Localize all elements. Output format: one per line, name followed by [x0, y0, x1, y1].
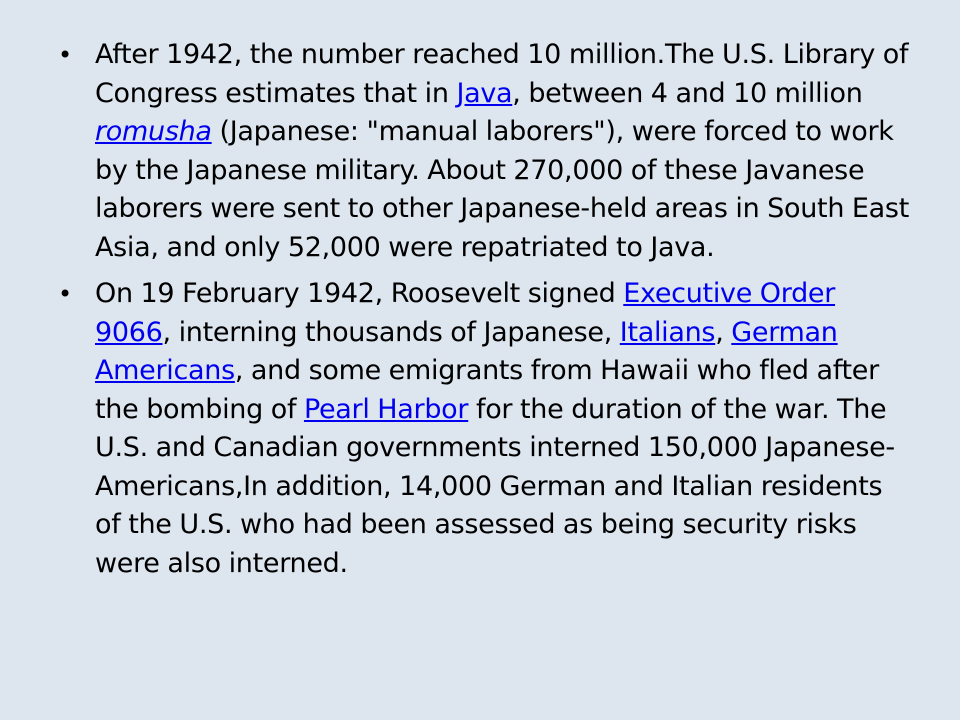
text-segment: , and some emigrants from Hawaii who fled after the bombing of — [95, 355, 879, 425]
bullet-item — [58, 275, 910, 583]
link-java[interactable]: Java — [456, 77, 513, 109]
bullet-text — [95, 278, 895, 579]
text-segment: After 1942, the number reached 10 million.The U.S. Library of Congress estimates that in — [95, 39, 909, 109]
text-segment: , between 4 and 10 million — [512, 77, 863, 109]
link-pearl-harbor[interactable]: Pearl Harbor — [303, 393, 469, 425]
bullet-item — [58, 36, 910, 267]
link-german-americans[interactable]: German Americans — [95, 316, 838, 386]
bullet-icon: • — [58, 280, 72, 308]
text-segment: , interning thousands of Japanese, — [162, 316, 620, 348]
link-italians[interactable]: Italians — [619, 316, 716, 348]
text-segment: On 19 February 1942, Roosevelt signed — [95, 278, 624, 309]
bullet-text — [95, 39, 909, 263]
bullet-icon: • — [58, 41, 72, 69]
bullet-list — [58, 36, 910, 583]
text-segment: (Japanese: "manual laborers"), were forced to work by the Japanese military. About 270,000 of these Javanese laborers were sent to other Japanese-held areas in South East Asia, and only 52,000 were repatriated to Java. — [95, 116, 909, 263]
link-executive-order-9066[interactable]: Executive Order 9066 — [95, 278, 836, 348]
text-segment: for the duration of the war. The U.S. and Canadian governments interned 150,000 Japanese-Americans,In addition, 14,000 German and Italian residents of the U.S. who had been assessed as being security risks were also interned. — [95, 393, 895, 579]
link-romusha[interactable]: romusha — [95, 116, 212, 147]
text-segment: , — [715, 316, 732, 348]
